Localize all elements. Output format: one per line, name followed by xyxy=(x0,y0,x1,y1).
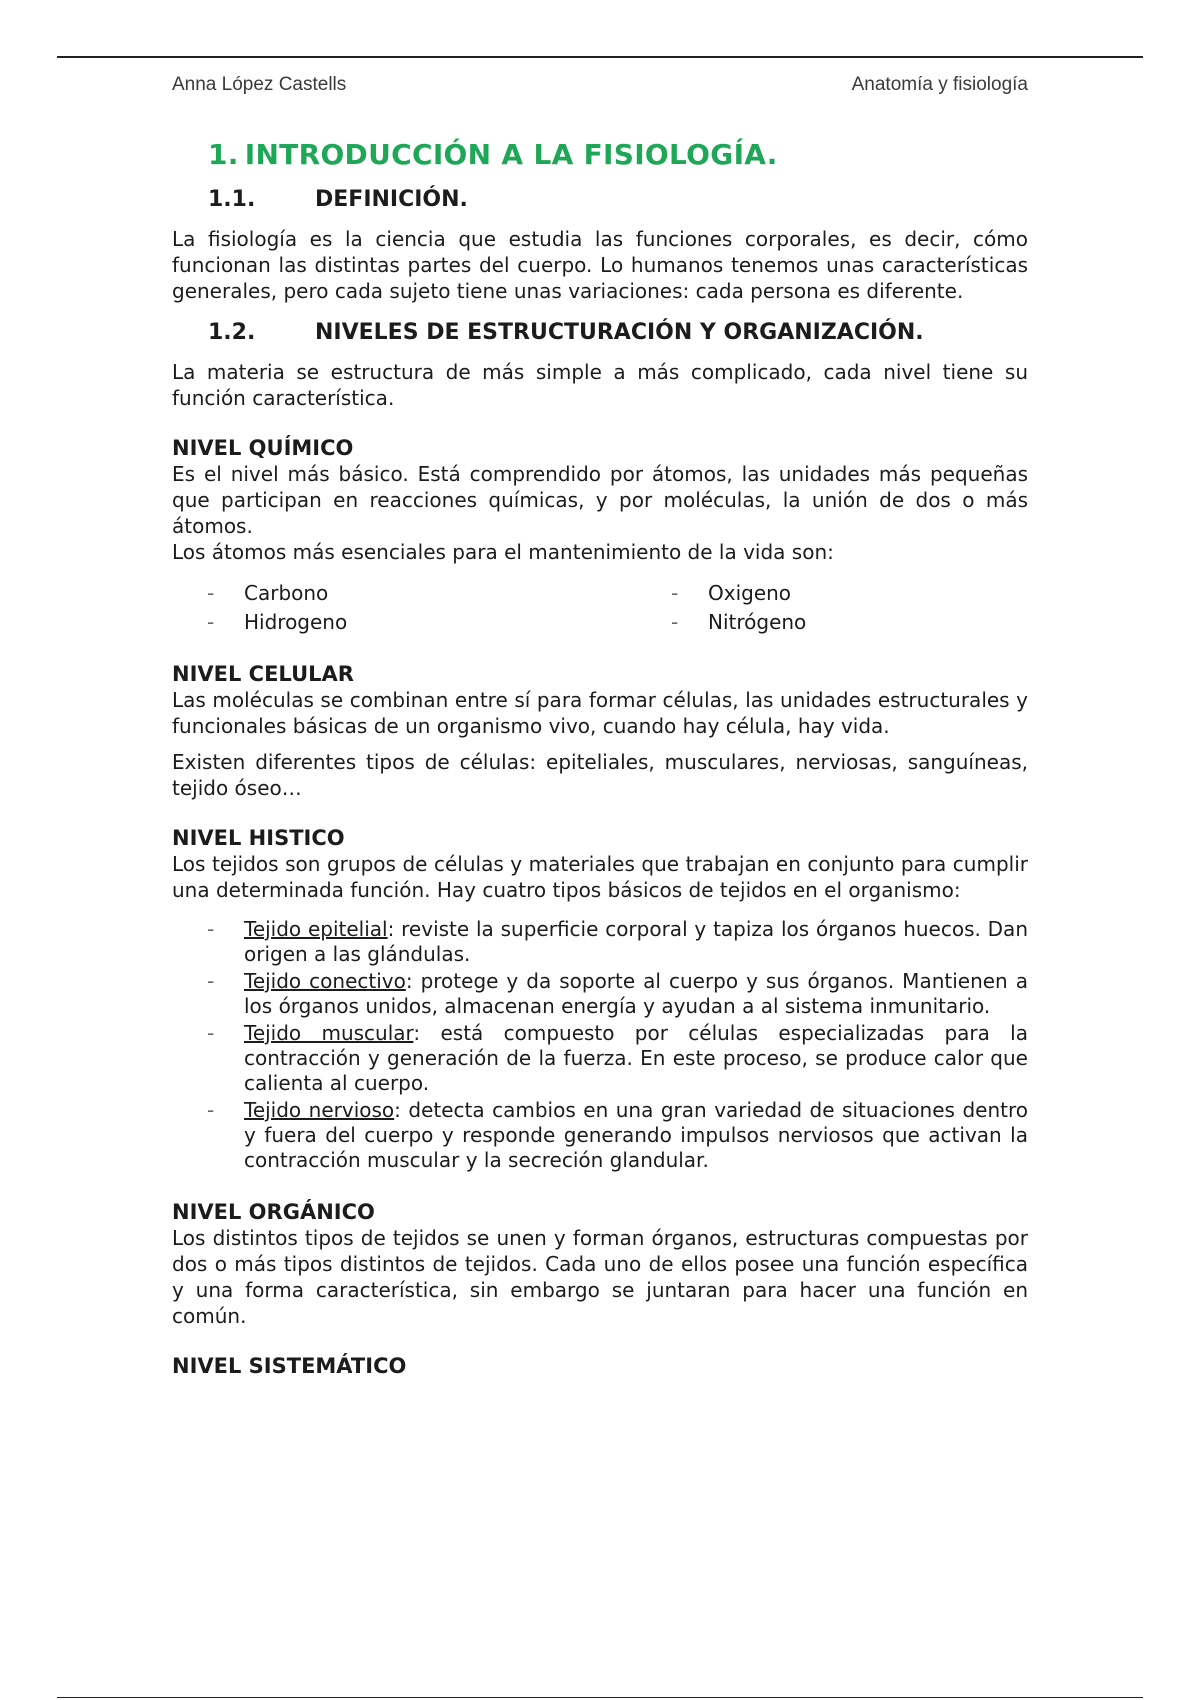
subsection-number: 1.2. xyxy=(208,320,256,345)
nivel-celular-heading: NIVEL CELULAR xyxy=(172,662,354,686)
list-marker: - xyxy=(207,1021,215,1045)
tissue-term: Tejido conectivo xyxy=(244,969,406,993)
subsection-title: DEFINICIÓN. xyxy=(315,187,468,212)
list-marker: - xyxy=(671,581,679,605)
nivel-histico-heading: NIVEL HISTICO xyxy=(172,826,345,850)
list-item xyxy=(172,917,1028,967)
list-marker: - xyxy=(207,969,215,993)
tissue-term: Tejido nervioso xyxy=(244,1098,395,1122)
tissue-list xyxy=(172,917,1028,1173)
subsection-heading-niveles xyxy=(208,320,1028,345)
nivel-quimico-atoms-intro: Los átomos más esenciales para el mantenimiento de la vida son: xyxy=(172,540,834,564)
niveles-intro-paragraph: La materia se estructura de más simple a más complicado, cada nivel tiene su función característica. xyxy=(172,360,1028,410)
list-item xyxy=(172,969,1028,1019)
nivel-quimico-paragraph: Es el nivel más básico. Está comprendido por átomos, las unidades más pequeñas que participan en reacciones químicas, y por moléculas, la unión de dos o más átomos. xyxy=(172,462,1028,538)
atoms-list xyxy=(172,579,1028,637)
list-item: - Carbono xyxy=(172,579,636,608)
subsection-number: 1.1. xyxy=(208,187,256,212)
tissue-description: : está compuesto por células especializadas para la contracción y generación de la fuerza. En este proceso, se produce calor que calienta al cuerpo. xyxy=(244,1021,1028,1095)
nivel-sistematico-heading: NIVEL SISTEMÁTICO xyxy=(172,1354,407,1378)
subsection-title: NIVELES DE ESTRUCTURACIÓN Y ORGANIZACIÓN. xyxy=(315,320,924,345)
header-subject: Anatomía y fisiología xyxy=(851,74,1028,95)
nivel-histico-paragraph: Los tejidos son grupos de células y materiales que trabajan en conjunto para cumplir una determinada función. Hay cuatro tipos básicos de tejidos en el organismo: xyxy=(172,852,1028,902)
tissue-description: : detecta cambios en una gran variedad de situaciones dentro y fuera del cuerpo y responde generando impulsos nerviosos que activan la contracción muscular y la secreción glandular. xyxy=(244,1098,1028,1172)
list-item: - Oxigeno xyxy=(636,579,1028,608)
header-author: Anna López Castells xyxy=(172,74,347,95)
list-marker: - xyxy=(207,917,215,941)
tissue-description: : protege y da soporte al cuerpo y sus órganos. Mantienen a los órganos unidos, almacenan energía y ayudan a al sistema inmunitario. xyxy=(244,969,1028,1018)
page-header xyxy=(172,74,1028,96)
nivel-organico-heading: NIVEL ORGÁNICO xyxy=(172,1200,375,1224)
section-title: INTRODUCCIÓN A LA FISIOLOGÍA. xyxy=(244,138,778,171)
tissue-term: Tejido muscular xyxy=(244,1021,414,1045)
subsection-heading-definicion xyxy=(208,187,1028,212)
nivel-celular-paragraph: Las moléculas se combinan entre sí para formar células, las unidades estructurales y funcionales básicas de un organismo vivo, cuando hay célula, hay vida. xyxy=(172,688,1028,738)
list-marker: - xyxy=(671,610,679,634)
list-marker: - xyxy=(207,581,215,605)
list-item: - Nitrógeno xyxy=(636,608,1028,637)
tissue-description: : reviste la superficie corporal y tapiza los órganos huecos. Dan origen a las glándulas. xyxy=(244,917,1028,966)
list-marker: - xyxy=(207,610,215,634)
nivel-organico-paragraph: Los distintos tipos de tejidos se unen y forman órganos, estructuras compuestas por dos o más tipos distintos de tejidos. Cada uno de ellos posee una función específica y una forma característica, sin embargo se juntaran para hacer una función en común. xyxy=(172,1226,1028,1328)
nivel-quimico-heading: NIVEL QUÍMICO xyxy=(172,436,354,460)
tissue-term: Tejido epitelial xyxy=(244,917,388,941)
header-rule xyxy=(57,56,1143,58)
definicion-paragraph: La fisiología es la ciencia que estudia las funciones corporales, es decir, cómo funcionan las distintas partes del cuerpo. Lo humanos tenemos unas características generales, pero cada sujeto tiene unas variaciones: cada persona es diferente. xyxy=(172,227,1028,303)
list-item xyxy=(172,1021,1028,1096)
section-heading xyxy=(208,138,1028,171)
nivel-celular-types-paragraph: Existen diferentes tipos de células: epiteliales, musculares, nerviosas, sanguíneas, tejido óseo… xyxy=(172,750,1028,800)
list-marker: - xyxy=(207,1098,215,1122)
list-item: - Hidrogeno xyxy=(172,608,636,637)
document-body xyxy=(172,138,1028,1379)
footer-rule xyxy=(57,1697,1143,1698)
list-item xyxy=(172,1098,1028,1173)
section-number: 1. xyxy=(208,138,239,171)
